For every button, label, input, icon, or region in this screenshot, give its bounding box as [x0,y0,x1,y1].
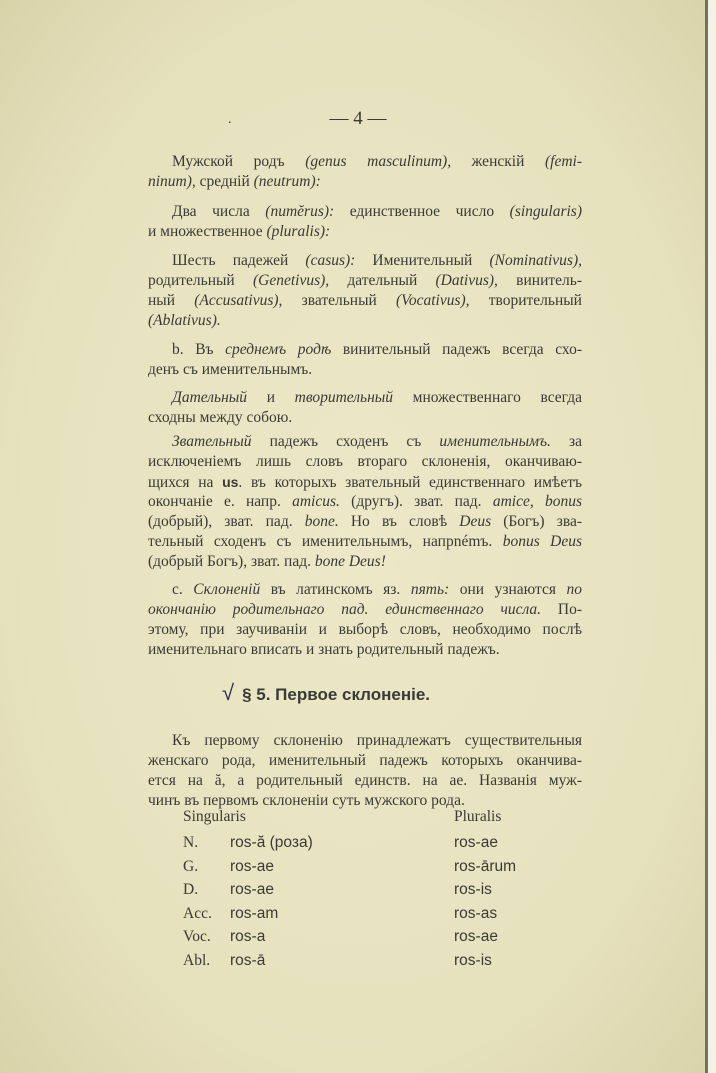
text-segment: (добрый), зват. пад. [148,513,305,530]
text-segment: b. Въ [172,341,226,358]
plural-form: ros-as [454,904,498,922]
italic-term: окончанію родительнаго пад. единственнаго числа. [148,601,542,618]
text-line [148,532,582,552]
text-segment: По- [541,601,582,618]
italic-term: среднемъ родѣ [225,341,332,358]
text-segment: они узнаются [449,581,567,598]
case-label: Voc. [183,928,211,945]
text-segment: щихся на [148,474,223,491]
text-line [172,432,582,452]
italic-term: (Dativus), [435,272,498,289]
case-label: Acc. [183,904,212,922]
italic-term: (pluralis): [266,223,331,240]
plural-form: ros-ae [454,928,498,945]
text-segment: этому, при заучиваніи и выборѣ словъ, необходимо послѣ [148,621,582,638]
italic-term: творительный [294,389,394,406]
text-line [148,271,582,291]
italic-term: amicus. [292,493,340,510]
text-segment: Именительный [355,252,490,269]
text-segment: сходны между собою. [148,409,293,426]
text-segment: ется на ă, а родительный единств. на ae. Названія муж- [148,772,582,789]
text-segment: средній [195,173,254,190]
plural-form: ros-is [454,881,492,898]
page-edge [708,0,716,1073]
italic-term: bone. [304,513,339,530]
italic-term: (Genetivus), [252,272,330,289]
singular-form: ros-a [230,928,266,945]
singular-form: ros-ae [230,881,274,898]
text-segment: единственное число [334,203,510,220]
italic-term: amice, bonus [492,493,583,510]
text-segment: винительный падежъ всегда схо- [331,341,582,358]
italic-term: Звательный [172,433,252,450]
singular-form: ros-am [230,904,279,922]
text-line [148,600,582,620]
header-singular: Singularis [183,808,246,825]
text-segment: тельный сходенъ съ именительнымъ, напрnémъ. [148,533,503,550]
italic-term: Deus [459,513,492,530]
italic-term: (singularis) [509,203,582,220]
italic-term: именительнымъ. [439,433,551,450]
text-line [148,512,582,532]
singular-form: ros-ā [230,951,266,969]
text-line [148,640,582,660]
italic-term: ninum), [148,173,196,190]
text-segment: исключеніемъ лишь словъ втораго склоненія, оканчиваю- [148,453,582,470]
text-line [148,408,582,428]
text-line [172,388,582,408]
text-segment: за [550,433,582,450]
text-line [148,492,582,512]
text-segment: дательный [329,272,436,289]
italic-term: bone Deus! [314,553,386,570]
text-segment: родительный [148,272,253,289]
italic-term: по [566,581,582,598]
text-line [148,452,582,472]
text-segment: us [222,474,239,490]
text-line [172,152,582,172]
header-plural: Pluralis [454,808,502,825]
text-line [148,291,582,311]
italic-term: (Nominativus), [489,252,582,269]
italic-term: (neutrum): [253,173,321,190]
italic-term: bonus Deus [502,533,582,550]
text-segment: творительный [469,292,582,309]
text-line [148,311,582,331]
italic-term: Дательный [172,389,248,406]
text-line [148,552,582,572]
italic-term: (Ablativus). [148,312,221,329]
text-segment: именительнаго вписать и знать родительный падежъ. [148,641,500,658]
text-segment: c. [172,581,194,598]
text-line [172,731,582,751]
section-heading [222,680,430,706]
text-segment: денъ съ именительнымъ. [148,361,313,378]
singular-form: ros-ă (роза) [230,834,313,851]
text-segment: падежъ сходенъ съ [251,433,440,450]
text-segment: множественнаго всегда [393,389,583,406]
italic-term: (numĕrus): [265,203,335,220]
section-title: § 5. Первое склоненіе. [242,685,431,704]
text-segment: въ латинскомъ яз. [260,581,411,598]
text-line [172,202,582,222]
case-label: D. [183,881,199,898]
text-segment: чинъ въ первомъ склоненіи суть мужского рода. [148,792,465,809]
text-line [148,172,582,192]
italic-term: (casus): [305,252,356,269]
text-line [148,360,582,380]
text-segment: женскаго рода, именительный падежъ которыхъ оканчива- [148,752,582,769]
text-line [148,771,582,791]
text-segment: окончаніе e. напр. [148,493,293,510]
text-line [148,620,582,640]
italic-term: (genus masculinum), [305,153,452,170]
case-label: G. [183,857,199,875]
plural-form: ros-is [454,951,492,969]
text-segment: Но въ словѣ [338,513,460,530]
page-mark: . [228,112,232,127]
italic-term: Склоненій [193,581,261,598]
plural-form: ros-ārum [454,857,517,875]
case-label: Abl. [183,951,211,969]
italic-term: (Accusativus), [194,292,283,309]
italic-term: (femi- [544,153,582,170]
text-segment: Мужской родъ [172,153,306,170]
text-segment: и множественное [148,223,267,240]
text-line [148,222,582,242]
text-segment: (другъ). зват. пад. [339,493,493,510]
plural-form: ros-ae [454,834,498,851]
italic-term: пять: [410,581,450,598]
text-line [148,751,582,771]
text-segment: Два числа [172,203,266,220]
text-segment: ный [148,292,195,309]
case-label: N. [183,834,199,851]
text-segment: Шесть падежей [172,252,306,269]
italic-term: (Vocativus), [395,292,470,309]
singular-form: ros-ae [230,857,274,875]
text-segment: винитель- [497,272,583,289]
text-line [172,340,582,360]
text-segment: . въ которыхъ звательный единственнаго имѣетъ [238,474,582,491]
text-line [148,472,582,492]
text-segment: (добрый Богъ), зват. пад. [148,553,315,570]
check-mark-icon: √ [222,680,235,705]
text-line [172,251,582,271]
page-number: — 4 — [329,108,387,129]
text-segment: звательный [282,292,396,309]
text-segment: Къ первому склоненію принадлежатъ существительныя [172,732,582,749]
text-segment: и [247,389,295,406]
text-segment: женскій [451,153,545,170]
text-line [172,580,582,600]
binding-line [705,0,708,1073]
text-segment: (Богъ) зва- [491,513,582,530]
